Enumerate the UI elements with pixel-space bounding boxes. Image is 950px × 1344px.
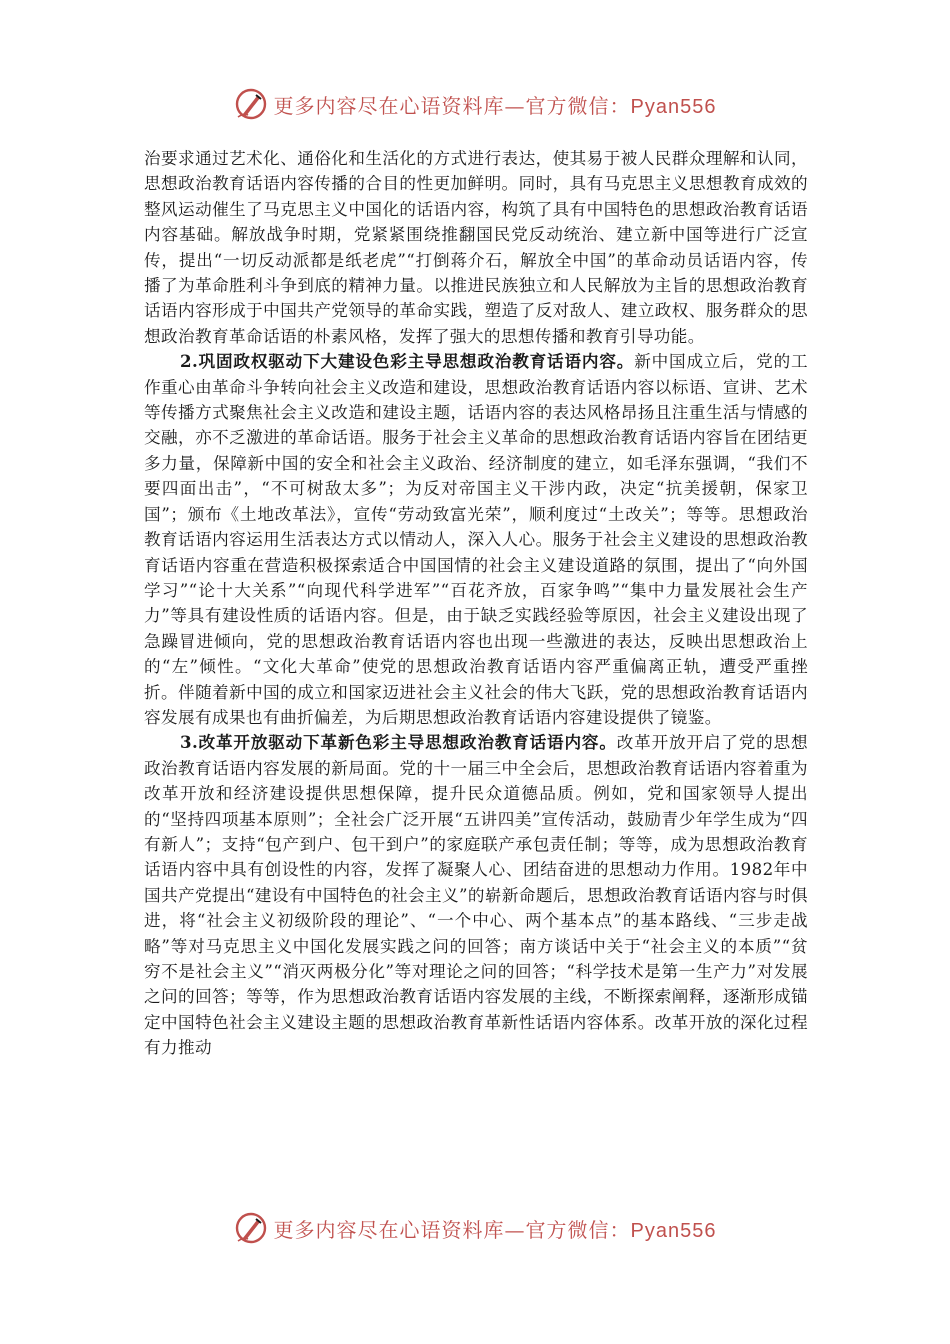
- header-banner: [0, 84, 950, 124]
- header-brand-line: [274, 90, 717, 119]
- footer-banner: [0, 1208, 950, 1248]
- pen-in-circle-icon: [234, 87, 268, 121]
- header-brand-text: 更多内容尽在心语资料库—官方微信：: [273, 93, 631, 118]
- footer-brand-line: [274, 1214, 717, 1243]
- paragraph-section-3: [144, 730, 808, 1060]
- footer-brand-text: 更多内容尽在心语资料库—官方微信：: [273, 1217, 631, 1242]
- footer-wechat-id: Pyan556: [630, 1219, 717, 1242]
- section-3-heading: 3.改革开放驱动下革新色彩主导思想政治教育话语内容。: [180, 732, 617, 753]
- header-wechat-id: Pyan556: [630, 95, 717, 118]
- paragraph-section-2: [144, 349, 808, 730]
- document-body: [144, 146, 808, 1061]
- section-2-heading: 2.巩固政权驱动下大建设色彩主导思想政治教育话语内容。: [180, 351, 635, 372]
- pen-in-circle-icon: [234, 1211, 268, 1245]
- paragraph-1: 治要求通过艺术化、通俗化和生活化的方式进行表达，使其易于被人民群众理解和认同，思想政治教育话语内容传播的合目的性更加鲜明。同时，具有马克思主义思想教育成效的整风运动催生了马克思主义中国化的话语内容，构筑了具有中国特色的思想政治教育话语内容基础。解放战争时期，党紧紧围绕推翻国民党反动统治、建立新中国等进行广泛宣传，提出“一切反动派都是纸老虎”“打倒蒋介石，解放全中国”的革命动员话语内容，传播了为革命胜利斗争到底的精神力量。以推进民族独立和人民解放为主旨的思想政治教育话语内容形成于中国共产党领导的革命实践，塑造了反对敌人、建立政权、服务群众的思想政治教育革命话语的朴素风格，发挥了强大的思想传播和教育引导功能。: [144, 149, 808, 346]
- section-2-text: 新中国成立后，党的工作重心由革命斗争转向社会主义改造和建设，思想政治教育话语内容以标语、宣讲、艺术等传播方式聚焦社会主义改造和建设主题，话语内容的表达风格昂扬且注重生活与情感的交融，亦不乏激进的革命话语。服务于社会主义革命的思想政治教育话语内容旨在团结更多力量，保障新中国的安全和社会主义政治、经济制度的建立，如毛泽东强调，“我们不要四面出击”，“不可树敌太多”；为反对帝国主义干涉内政，决定“抗美援朝，保家卫国”；颁布《土地改革法》，宣传“劳动致富光荣”，顺利度过“土改关”；等等。思想政治教育话语内容运用生活表达方式以情动人，深入人心。服务于社会主义建设的思想政治教育话语内容重在营造积极探索适合中国国情的社会主义建设道路的氛围，提出了“向外国学习”“论十大关系”“向现代科学进军”“百花齐放，百家争鸣”“集中力量发展社会生产力”等具有建设性质的话语内容。但是，由于缺乏实践经验等原因，社会主义建设出现了急躁冒进倾向，党的思想政治教育话语内容也出现一些激进的表达，反映出思想政治上的“左”倾性。“文化大革命”使党的思想政治教育话语内容严重偏离正轨，遭受严重挫折。伴随着新中国的成立和国家迈进社会主义社会的伟大飞跃，党的思想政治教育话语内容发展有成果也有曲折偏差，为后期思想政治教育话语内容建设提供了镜鉴。: [144, 352, 809, 727]
- section-3-text: 改革开放开启了党的思想政治教育话语内容发展的新局面。党的十一届三中全会后，思想政治教育话语内容着重为改革开放和经济建设提供思想保障，提升民众道德品质。例如，党和国家领导人提出的“坚持四项基本原则”；全社会广泛开展“五讲四美”宣传活动，鼓励青少年学生成为“四有新人”；支持“包产到户、包干到户”的家庭联产承包责任制；等等，成为思想政治教育话语内容中具有创设性的内容，发挥了凝聚人心、团结奋进的思想动力作用。1982年中国共产党提出“建设有中国特色的社会主义”的崭新命题后，思想政治教育话语内容与时俱进，将“社会主义初级阶段的理论”、“一个中心、两个基本点”的基本路线、“三步走战略”等对马克思主义中国化发展实践之问的回答；南方谈话中关于“社会主义的本质”“贫穷不是社会主义”“消灭两极分化”等对理论之问的回答；“科学技术是第一生产力”对发展之问的回答；等等，作为思想政治教育话语内容发展的主线，不断探索阐释，逐渐形成锚定中国特色社会主义建设主题的思想政治教育革新性话语内容体系。改革开放的深化过程有力推动: [144, 733, 808, 1058]
